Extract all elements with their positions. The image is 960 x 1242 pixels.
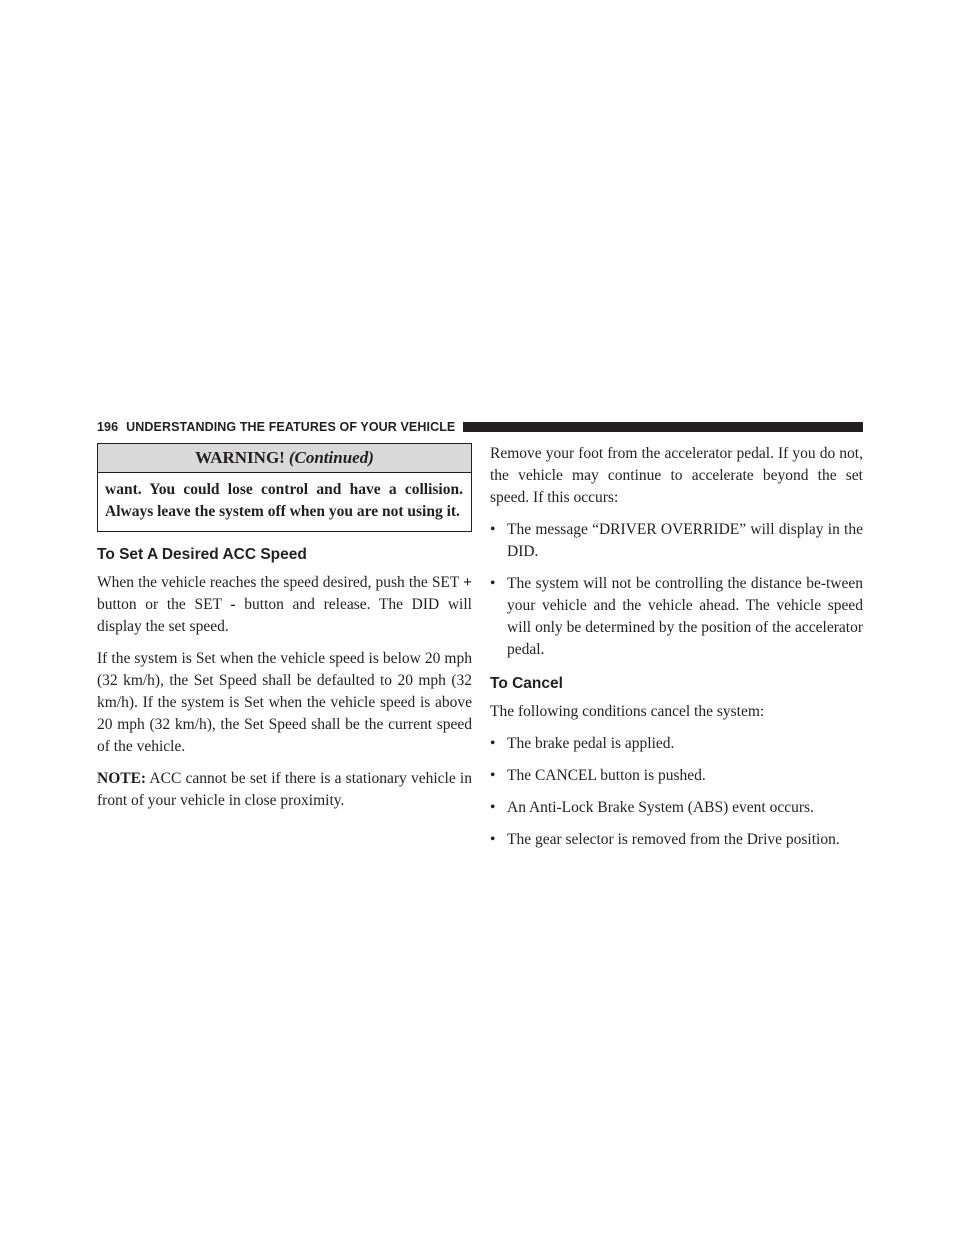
bullet-icon: • [490, 521, 496, 538]
page-number: 196 [97, 420, 119, 434]
warning-text: want. You could lose control and have a collision. Always leave the system off when you are not using it. [105, 481, 463, 520]
note-label: NOTE: [97, 770, 147, 787]
list-item [490, 733, 863, 755]
note-paragraph [97, 768, 472, 812]
bullet-icon: • [490, 799, 496, 816]
list-item-text: The brake pedal is applied. [507, 735, 675, 752]
set-speed-heading: To Set A Desired ACC Speed [97, 546, 307, 563]
warning-box [97, 443, 472, 532]
list-item-text: The message “DRIVER OVERRIDE” will display in the DID. [507, 521, 863, 560]
warning-continued: (Continued) [288, 448, 374, 467]
text-run: When the vehicle reaches the speed desired, push the SET [97, 574, 464, 591]
list-item-text: The system will not be controlling the distance be-tween your vehicle and the vehicle ahead. The vehicle speed will only be determined by the position of the accelerator pedal. [507, 575, 863, 658]
plus-symbol: + [463, 574, 472, 591]
override-intro: Remove your foot from the accelerator pedal. If you do not, the vehicle may continue to accelerate beyond the set speed. If this occurs: [490, 445, 863, 506]
cancel-heading: To Cancel [490, 675, 563, 692]
override-list [490, 519, 863, 661]
page-header [97, 417, 863, 437]
cancel-list [490, 733, 863, 851]
text-run: button and release. The DID will display the set speed. [97, 596, 472, 635]
note-text: ACC cannot be set if there is a stationary vehicle in front of your vehicle in close proximity. [97, 770, 472, 809]
bullet-icon: • [490, 735, 496, 752]
bullet-icon: • [490, 767, 496, 784]
bullet-icon: • [490, 575, 496, 592]
list-item [490, 797, 863, 819]
list-item-text: An Anti-Lock Brake System (ABS) event occurs. [507, 799, 814, 816]
list-item [490, 829, 863, 851]
minus-symbol: - [230, 596, 236, 613]
list-item [490, 765, 863, 787]
set-speed-paragraph-2: If the system is Set when the vehicle speed is below 20 mph (32 km/h), the Set Speed shall be defaulted to 20 mph (32 km/h). If the system is Set when the vehicle speed is above 20 mph (32 km/h), the Set Speed shall be the current speed of the vehicle. [97, 650, 472, 755]
list-item [490, 519, 863, 563]
cancel-intro: The following conditions cancel the system: [490, 703, 765, 720]
set-speed-paragraph-1 [97, 572, 472, 638]
section-title: UNDERSTANDING THE FEATURES OF YOUR VEHICLE [126, 420, 456, 434]
list-item-text: The CANCEL button is pushed. [507, 767, 706, 784]
list-item [490, 573, 863, 661]
bullet-icon: • [490, 831, 496, 848]
list-item-text: The gear selector is removed from the Drive position. [507, 831, 840, 848]
header-rule [463, 422, 863, 432]
warning-header [98, 444, 471, 473]
right-column [490, 443, 863, 861]
text-run: button or the SET [97, 596, 231, 613]
left-column [97, 443, 472, 822]
warning-title: WARNING! [195, 448, 285, 467]
